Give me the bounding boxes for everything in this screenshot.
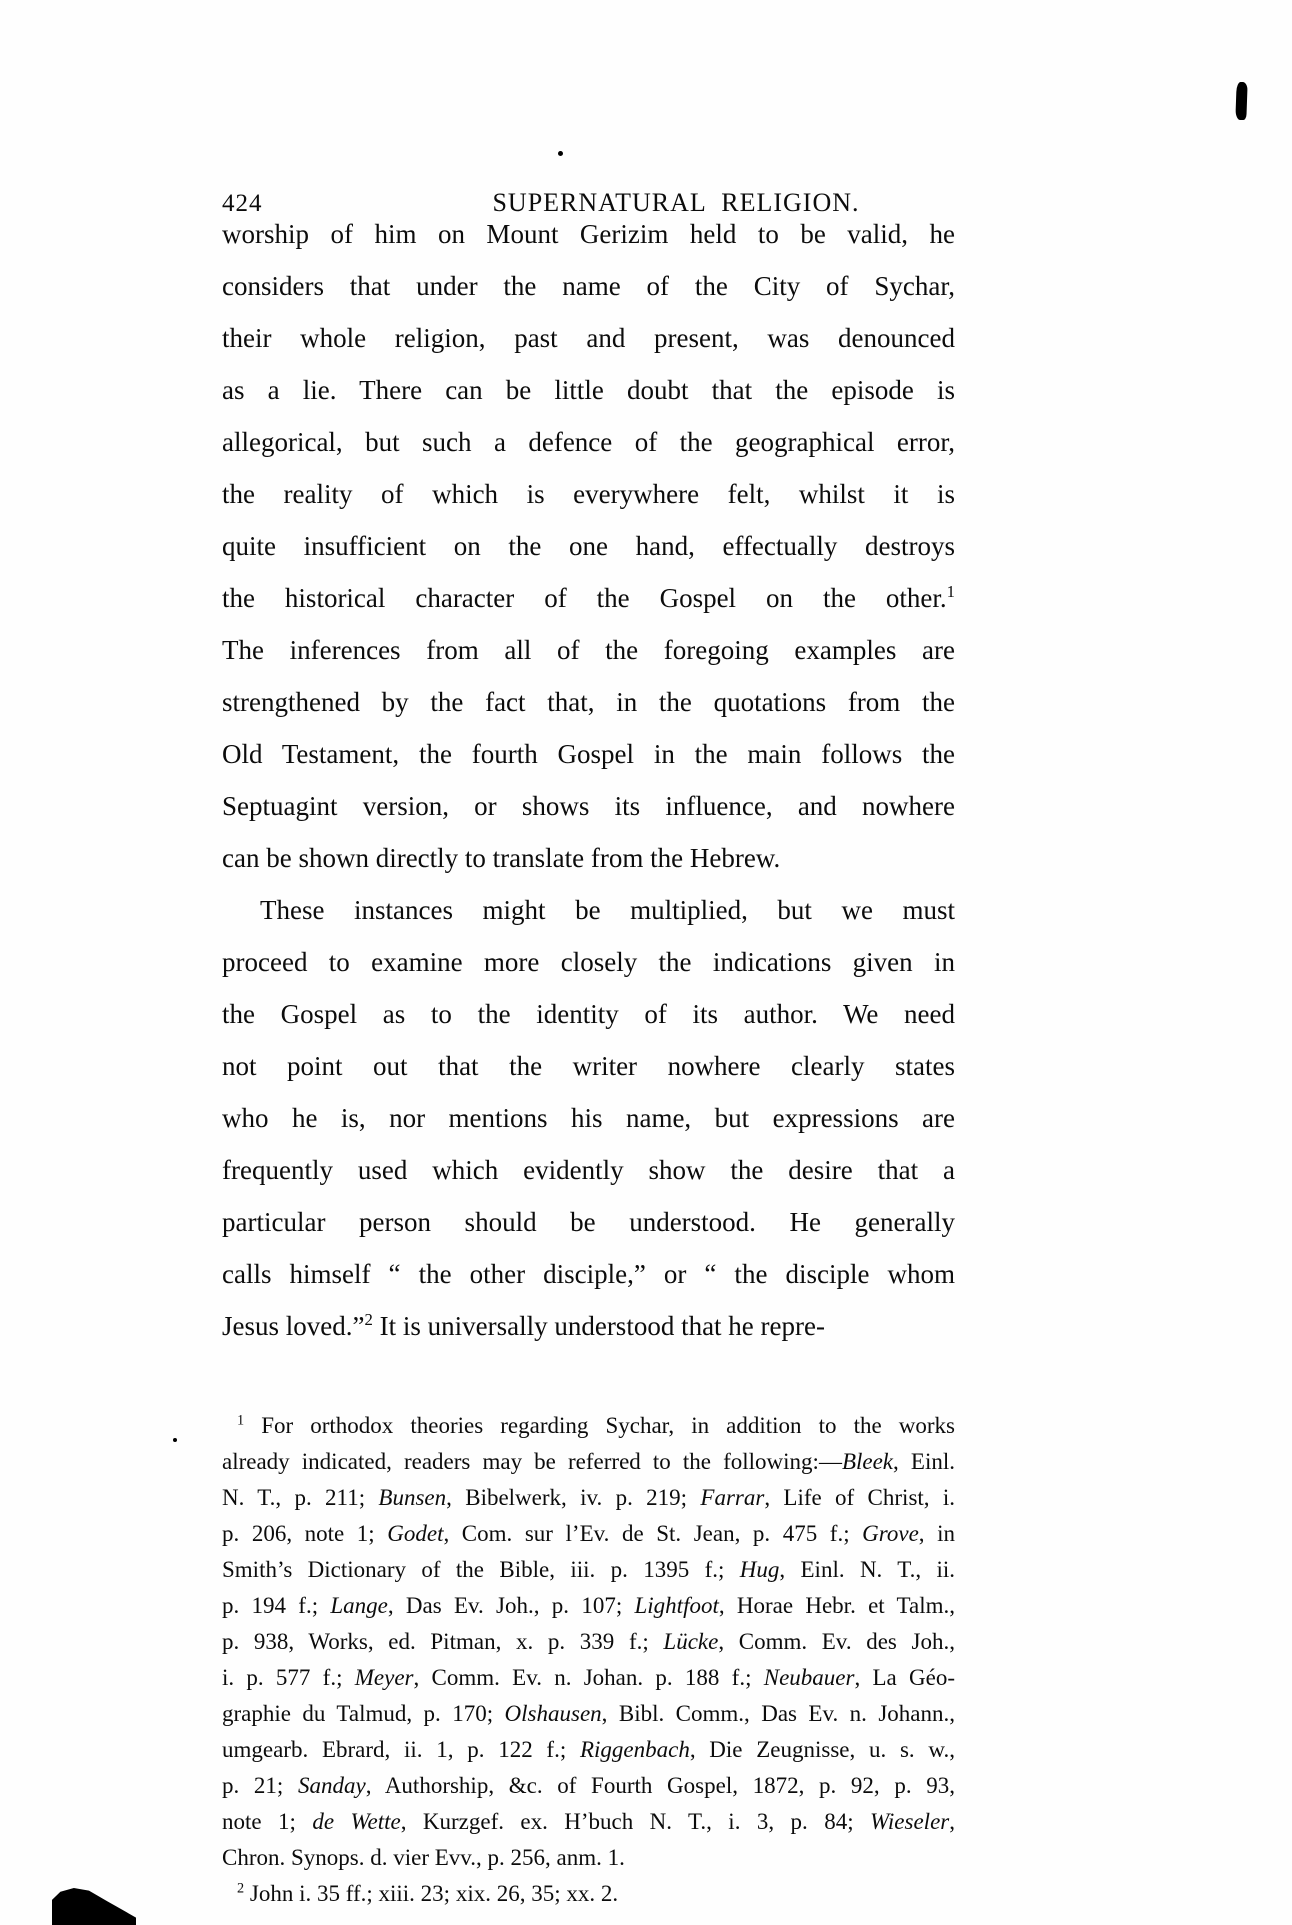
page-number: 424 — [222, 190, 263, 217]
text-segment: Chron. Synops. d. vier Evv., p. 256, anm. 1. — [222, 1845, 625, 1870]
text-line — [222, 832, 955, 884]
text-line — [222, 1092, 955, 1144]
text-line — [222, 1516, 955, 1552]
text-segment: as a lie. There can be little doubt that the episode is — [222, 375, 955, 405]
text-line — [222, 1624, 955, 1660]
text-line — [222, 1444, 955, 1480]
text-segment: not point out that the writer nowhere clearly states — [222, 1051, 955, 1081]
text-segment: Meyer — [354, 1665, 414, 1690]
text-line — [222, 1876, 955, 1912]
footnote — [222, 1876, 955, 1912]
text-segment: For orthodox theories regarding Sychar, in addition to the works — [244, 1413, 955, 1438]
text-line — [222, 988, 955, 1040]
text-segment: Bleek — [841, 1449, 894, 1474]
text-segment: , Authorship, &c. of Fourth Gospel, 1872, p. 92, p. 93, — [365, 1773, 956, 1798]
text-line — [222, 1768, 955, 1804]
text-segment: who he is, nor mentions his name, but expressions are — [222, 1103, 955, 1133]
text-segment: These instances might be multiplied, but we must — [260, 895, 955, 925]
text-line — [222, 780, 955, 832]
text-segment: John i. 35 ff.; xiii. 23; xix. 26, 35; xx. 2. — [244, 1881, 619, 1906]
text-line — [222, 884, 955, 936]
paragraph — [222, 208, 955, 884]
footnote — [222, 1408, 955, 1876]
footnotes — [222, 1408, 955, 1912]
text-line — [222, 1248, 955, 1300]
text-segment: , Das Ev. Joh., p. 107; — [387, 1593, 635, 1618]
text-line — [222, 728, 955, 780]
text-line — [222, 1040, 955, 1092]
text-segment: , in — [918, 1521, 955, 1546]
text-segment: can be shown directly to translate from the Hebrew. — [222, 843, 781, 873]
text-segment: , Life of Christ, i. — [764, 1485, 956, 1510]
text-segment: strengthened by the fact that, in the quotations from the — [222, 687, 955, 717]
text-line — [222, 468, 955, 520]
text-line — [222, 1300, 955, 1352]
paragraph — [222, 884, 955, 1352]
text-line — [222, 364, 955, 416]
footnote-marker: 2 — [364, 1310, 373, 1329]
running-header-title: SUPERNATURAL RELIGION. — [492, 188, 860, 217]
text-segment: N. T., p. 211; — [222, 1485, 379, 1510]
body-text — [222, 208, 955, 1352]
text-segment: Old Testament, the fourth Gospel in the main follows the — [222, 739, 955, 769]
text-line — [222, 624, 955, 676]
text-line — [222, 312, 955, 364]
text-segment: Grove — [862, 1521, 919, 1546]
text-segment: p. 938, Works, ed. Pitman, x. p. 339 f.; — [222, 1629, 664, 1654]
text-segment: proceed to examine more closely the indications given in — [222, 947, 955, 977]
text-segment: frequently used which evidently show the desire that a — [222, 1155, 955, 1185]
text-segment: , Horae Hebr. et Talm., — [718, 1593, 955, 1618]
text-segment: Smith’s Dictionary of the Bible, iii. p. 1395 f.; — [222, 1557, 740, 1582]
footnote-marker: 1 — [237, 1412, 245, 1429]
text-segment: considers that under the name of the City of Sychar, — [222, 271, 955, 301]
text-line — [222, 1660, 955, 1696]
text-segment: Septuagint version, or shows its influence, and nowhere — [222, 791, 955, 821]
text-line — [222, 1696, 955, 1732]
text-line — [222, 1144, 955, 1196]
text-line — [222, 1196, 955, 1248]
text-segment: particular person should be understood. He generally — [222, 1207, 955, 1237]
text-segment: Sanday — [297, 1773, 366, 1798]
text-segment: , Die Zeugnisse, u. s. w., — [689, 1737, 955, 1762]
text-segment: Jesus loved.” — [222, 1311, 365, 1341]
text-segment: Olshausen — [504, 1701, 602, 1726]
text-segment: umgearb. Ebrard, ii. 1, p. 122 f.; — [222, 1737, 580, 1762]
text-line — [222, 572, 955, 624]
text-line — [222, 1840, 955, 1876]
text-segment: Neubauer — [763, 1665, 855, 1690]
text-line — [222, 1480, 955, 1516]
text-segment: Lightfoot — [634, 1593, 719, 1618]
text-segment: Lücke — [663, 1629, 719, 1654]
text-line — [222, 1408, 955, 1444]
ink-smudge-top-right — [1235, 82, 1247, 120]
text-line — [222, 520, 955, 572]
text-line — [222, 260, 955, 312]
text-segment: Farrar — [700, 1485, 765, 1510]
text-segment: p. 194 f.; — [222, 1593, 331, 1618]
text-segment: note 1; — [222, 1809, 313, 1834]
text-segment: It is universally understood that he repre- — [372, 1311, 825, 1341]
text-segment: already indicated, readers may be referred to the following:— — [222, 1449, 842, 1474]
text-segment: , Comm. Ev. n. Johan. p. 188 f.; — [413, 1665, 764, 1690]
ink-smudge-bottom-left — [52, 1888, 136, 1925]
text-line — [222, 936, 955, 988]
text-segment: calls himself “ the other disciple,” or “ the disciple whom — [222, 1259, 955, 1289]
text-line — [222, 1588, 955, 1624]
text-segment: , — [949, 1809, 955, 1834]
footnote-marker: 1 — [946, 582, 955, 601]
text-segment: , Einl. N. T., ii. — [779, 1557, 955, 1582]
text-segment: Riggenbach — [579, 1737, 690, 1762]
footnote-marker: 2 — [237, 1880, 245, 1897]
text-segment: p. 21; — [222, 1773, 298, 1798]
text-line — [222, 676, 955, 728]
text-segment: i. p. 577 f.; — [222, 1665, 355, 1690]
text-segment: quite insufficient on the one hand, effectually destroys — [222, 531, 955, 561]
text-segment: , Bibelwerk, iv. p. 219; — [446, 1485, 701, 1510]
text-line — [222, 208, 955, 260]
text-segment: the Gospel as to the identity of its author. We need — [222, 999, 955, 1029]
text-segment: , Comm. Ev. des Joh., — [718, 1629, 955, 1654]
text-line — [222, 416, 955, 468]
text-segment: Godet — [387, 1521, 444, 1546]
text-segment: Wieseler — [870, 1809, 950, 1834]
text-segment: Lange — [330, 1593, 388, 1618]
text-segment: Bunsen — [378, 1485, 447, 1510]
text-segment: Hug — [739, 1557, 780, 1582]
text-segment: , Einl. — [893, 1449, 955, 1474]
text-segment: , Com. sur l’Ev. de St. Jean, p. 475 f.; — [443, 1521, 863, 1546]
text-segment: the historical character of the Gospel on the other. — [222, 583, 947, 613]
text-segment: , Bibl. Comm., Das Ev. n. Johann., — [601, 1701, 955, 1726]
text-line — [222, 1552, 955, 1588]
text-segment: , La Géo- — [854, 1665, 955, 1690]
text-segment: , Kurzgef. ex. H’buch N. T., i. 3, p. 84; — [400, 1809, 871, 1834]
ink-speck — [173, 1438, 177, 1442]
text-segment: worship of him on Mount Gerizim held to be valid, he — [222, 219, 955, 249]
text-segment: allegorical, but such a defence of the geographical error, — [222, 427, 955, 457]
text-segment: de Wette — [312, 1809, 401, 1834]
text-segment: their whole religion, past and present, was denounced — [222, 323, 955, 353]
text-segment: p. 206, note 1; — [222, 1521, 388, 1546]
text-segment: the reality of which is everywhere felt, whilst it is — [222, 479, 955, 509]
text-segment: graphie du Talmud, p. 170; — [222, 1701, 505, 1726]
ink-speck — [558, 151, 563, 156]
text-line — [222, 1732, 955, 1768]
text-line — [222, 1804, 955, 1840]
text-segment: The inferences from all of the foregoing examples are — [222, 635, 955, 665]
